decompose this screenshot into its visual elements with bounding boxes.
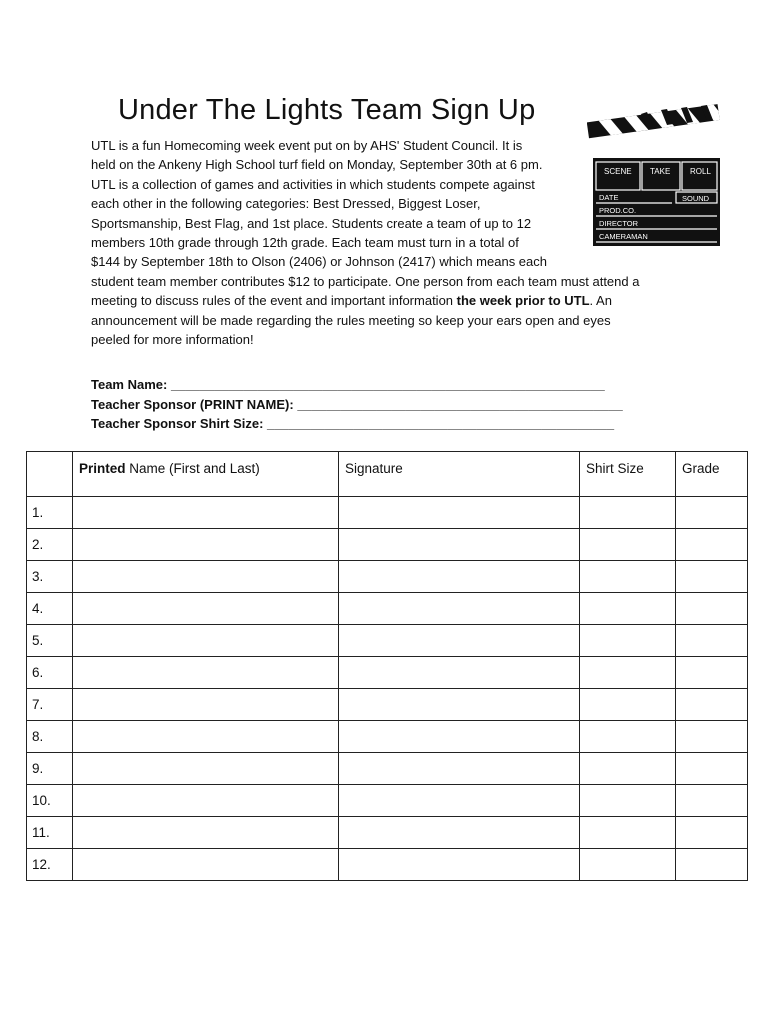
grade-cell[interactable] <box>676 593 748 625</box>
header-printed-bold: Printed <box>79 461 126 476</box>
signature-cell[interactable] <box>339 625 580 657</box>
table-row <box>27 817 748 849</box>
header-grade-label: Grade <box>682 461 720 476</box>
shirt-size-cell[interactable] <box>580 785 676 817</box>
header-printed-name <box>73 452 339 497</box>
shirt-size-cell[interactable] <box>580 721 676 753</box>
table-row <box>27 497 748 529</box>
shirt-size-cell[interactable] <box>580 593 676 625</box>
signature-cell[interactable] <box>339 689 580 721</box>
grade-cell[interactable] <box>676 817 748 849</box>
table-header-row <box>27 452 748 497</box>
signature-cell[interactable] <box>339 497 580 529</box>
shirt-size-cell[interactable] <box>580 817 676 849</box>
row-number: 5. <box>27 625 73 657</box>
team-roster-table <box>26 451 748 881</box>
shirt-size-cell[interactable] <box>580 657 676 689</box>
name-cell[interactable] <box>73 497 339 529</box>
row-number: 12. <box>27 849 73 881</box>
signature-cell[interactable] <box>339 849 580 881</box>
intro-line: Sportsmanship, Best Flag, and 1st place. Students create a team of up to 12 <box>91 215 532 231</box>
intro-line: $144 by September 18th to Olson (2406) or Johnson (2417) which means each <box>91 254 547 270</box>
row-number: 9. <box>27 753 73 785</box>
clapper-cameraman: CAMERAMAN <box>599 232 648 241</box>
clapper-take: TAKE <box>650 167 671 176</box>
row-number: 8. <box>27 721 73 753</box>
row-number: 11. <box>27 817 73 849</box>
grade-cell[interactable] <box>676 561 748 593</box>
signature-cell[interactable] <box>339 753 580 785</box>
header-grade <box>676 452 748 497</box>
row-number: 2. <box>27 529 73 561</box>
team-info-fields <box>91 375 623 434</box>
name-cell[interactable] <box>73 625 339 657</box>
shirt-size-cell[interactable] <box>580 561 676 593</box>
intro-text: meeting to discuss rules of the event and important information <box>91 293 457 309</box>
intro-line: announcement will be made regarding the rules meeting so keep your ears open and eyes <box>91 312 611 328</box>
header-shirt-size-label: Shirt Size <box>586 461 644 476</box>
intro-line: UTL is a fun Homecoming week event put on by AHS' Student Council. It is <box>91 138 523 153</box>
header-printed-rest: Name (First and Last) <box>125 461 260 476</box>
signature-cell[interactable] <box>339 529 580 561</box>
name-cell[interactable] <box>73 817 339 849</box>
clapperboard-icon <box>587 100 723 248</box>
clapper-prod-co: PROD.CO. <box>599 206 637 215</box>
grade-cell[interactable] <box>676 849 748 881</box>
header-signature-label: Signature <box>345 461 403 476</box>
table-row <box>27 689 748 721</box>
name-cell[interactable] <box>73 593 339 625</box>
table-row <box>27 593 748 625</box>
grade-cell[interactable] <box>676 657 748 689</box>
clapper-sound: SOUND <box>682 194 710 203</box>
intro-emphasis: the week prior to UTL <box>456 293 590 309</box>
row-number: 3. <box>27 561 73 593</box>
intro-line: held on the Ankeny High School turf field on Monday, September 30th at 6 pm. <box>91 157 543 173</box>
header-number <box>27 452 73 497</box>
teacher-sponsor-field[interactable]: Teacher Sponsor (PRINT NAME): _____________________________________________ <box>91 396 623 412</box>
team-name-field[interactable]: Team Name: ____________________________________________________________ <box>91 377 605 392</box>
table-row <box>27 753 748 785</box>
clapper-director: DIRECTOR <box>599 219 639 228</box>
row-number: 4. <box>27 593 73 625</box>
name-cell[interactable] <box>73 785 339 817</box>
name-cell[interactable] <box>73 529 339 561</box>
table-row <box>27 529 748 561</box>
row-number: 7. <box>27 689 73 721</box>
intro-line: peeled for more information! <box>91 332 254 348</box>
name-cell[interactable] <box>73 753 339 785</box>
row-number: 6. <box>27 657 73 689</box>
intro-line: UTL is a collection of games and activities in which students compete against <box>91 176 535 192</box>
shirt-size-cell[interactable] <box>580 689 676 721</box>
signature-cell[interactable] <box>339 817 580 849</box>
shirt-size-cell[interactable] <box>580 529 676 561</box>
signature-cell[interactable] <box>339 721 580 753</box>
signature-cell[interactable] <box>339 561 580 593</box>
intro-line <box>91 291 691 310</box>
name-cell[interactable] <box>73 657 339 689</box>
grade-cell[interactable] <box>676 785 748 817</box>
shirt-size-cell[interactable] <box>580 849 676 881</box>
row-number: 10. <box>27 785 73 817</box>
grade-cell[interactable] <box>676 721 748 753</box>
header-shirt-size <box>580 452 676 497</box>
header-signature <box>339 452 580 497</box>
clapper-date: DATE <box>599 193 619 202</box>
shirt-size-cell[interactable] <box>580 625 676 657</box>
intro-line: members 10th grade through 12th grade. Each team must turn in a total of <box>91 235 519 251</box>
clapper-arm <box>587 104 720 138</box>
clapper-scene: SCENE <box>604 167 632 176</box>
table-row <box>27 657 748 689</box>
page-title: Under The Lights Team Sign Up <box>118 94 536 126</box>
table-row <box>27 561 748 593</box>
signature-cell[interactable] <box>339 593 580 625</box>
name-cell[interactable] <box>73 689 339 721</box>
intro-line: each other in the following categories: Best Dressed, Biggest Loser, <box>91 196 481 212</box>
grade-cell[interactable] <box>676 497 748 529</box>
sponsor-shirt-size-field[interactable]: Teacher Sponsor Shirt Size: ________________________________________________ <box>91 416 615 431</box>
table-row <box>27 625 748 657</box>
clapper-roll: ROLL <box>690 167 711 176</box>
intro-line: student team member contributes $12 to participate. One person from each team must attend a <box>91 273 640 289</box>
grade-cell[interactable] <box>676 753 748 785</box>
table-row <box>27 721 748 753</box>
shirt-size-cell[interactable] <box>580 753 676 785</box>
row-number: 1. <box>27 497 73 529</box>
signature-cell[interactable] <box>339 657 580 689</box>
grade-cell[interactable] <box>676 625 748 657</box>
signature-cell[interactable] <box>339 785 580 817</box>
name-cell[interactable] <box>73 849 339 881</box>
grade-cell[interactable] <box>676 689 748 721</box>
shirt-size-cell[interactable] <box>580 497 676 529</box>
table-row <box>27 785 748 817</box>
table-row <box>27 849 748 881</box>
grade-cell[interactable] <box>676 529 748 561</box>
intro-text: . An <box>589 293 612 309</box>
name-cell[interactable] <box>73 721 339 753</box>
name-cell[interactable] <box>73 561 339 593</box>
